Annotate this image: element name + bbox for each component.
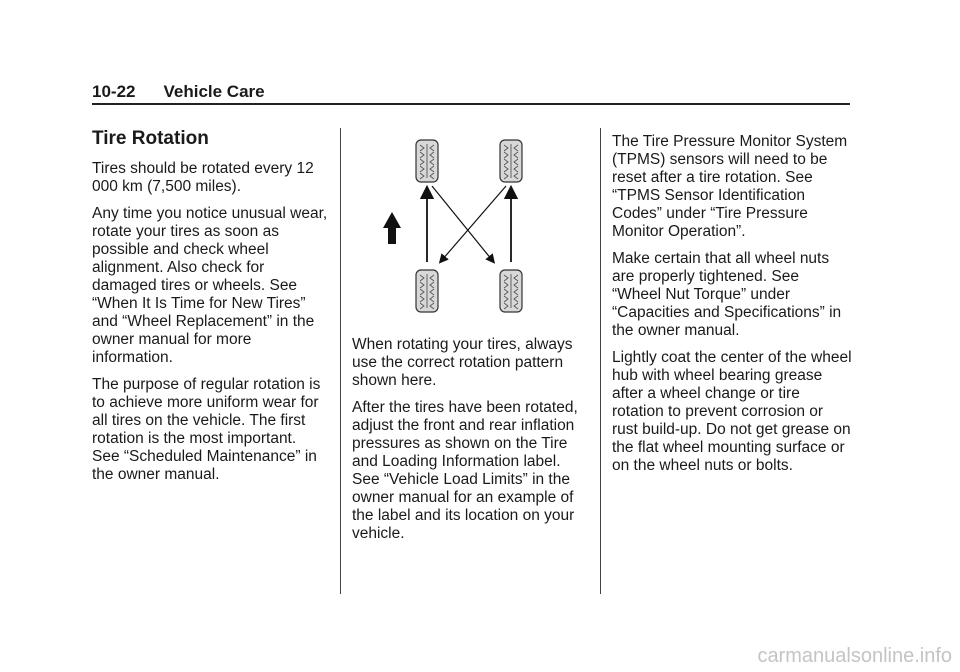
paragraph: The Tire Pressure Monitor System (TPMS) sensors will need to be reset after a tire rotation. See “TPMS Sensor Identification Codes” under “Tire Pressure Monitor Operation”. [612,133,848,240]
front-right-tire [500,140,522,182]
paragraph: Any time you notice unusual wear, rotate your tires as soon as possible and check wheel alignment. Also check for damaged tires or wheels. See “When It Is Time for New Tires” and “Wheel Replacement” in the owner manual for more information. [92,205,328,366]
column-2 [352,336,588,552]
rear-left-tire [416,270,438,312]
paragraph: The purpose of regular rotation is to achieve more uniform wear for all tires on the vehicle. The first rotation is the most important. See “Scheduled Maintenance” in the owner manual. [92,376,321,483]
column-3 [612,133,852,484]
header-rule [92,103,850,105]
section-title: Tire Rotation [92,128,209,149]
tire-rotation-pattern-icon [380,134,550,324]
arrow-front-left-to-rear-right [432,186,492,260]
paragraph: Lightly coat the center of the wheel hub with wheel bearing grease after a wheel change or tire rotation to prevent corrosion or rust build-up. Do not get grease on the flat wheel mounting surface or on the wheel nuts or bolts. [612,349,852,474]
paragraph: After the tires have been rotated, adjust the front and rear inflation pressures as shown on the Tire and Loading Information label. See “Vehicle Load Limits” in the owner manual for an example of the label and its location on your vehicle. [352,399,578,542]
rear-right-tire [500,270,522,312]
column-divider [600,128,601,594]
watermark: carmanualsonline.info [757,645,952,667]
arrow-front-right-to-rear-left [442,186,506,260]
front-left-tire [416,140,438,182]
forward-direction-arrow-icon [383,212,401,244]
page-header [92,82,850,102]
column-1 [92,128,328,493]
column-divider [340,128,341,594]
paragraph: When rotating your tires, always use the correct rotation pattern shown here. [352,336,573,389]
chapter-title: Vehicle Care [163,82,265,101]
page-number: 10-22 [92,82,136,101]
paragraph: Tires should be rotated every 12 000 km (7,500 miles). [92,160,314,195]
paragraph: Make certain that all wheel nuts are properly tightened. See “Wheel Nut Torque” under “Capacities and Specifications” in the owner manual. [612,250,842,339]
